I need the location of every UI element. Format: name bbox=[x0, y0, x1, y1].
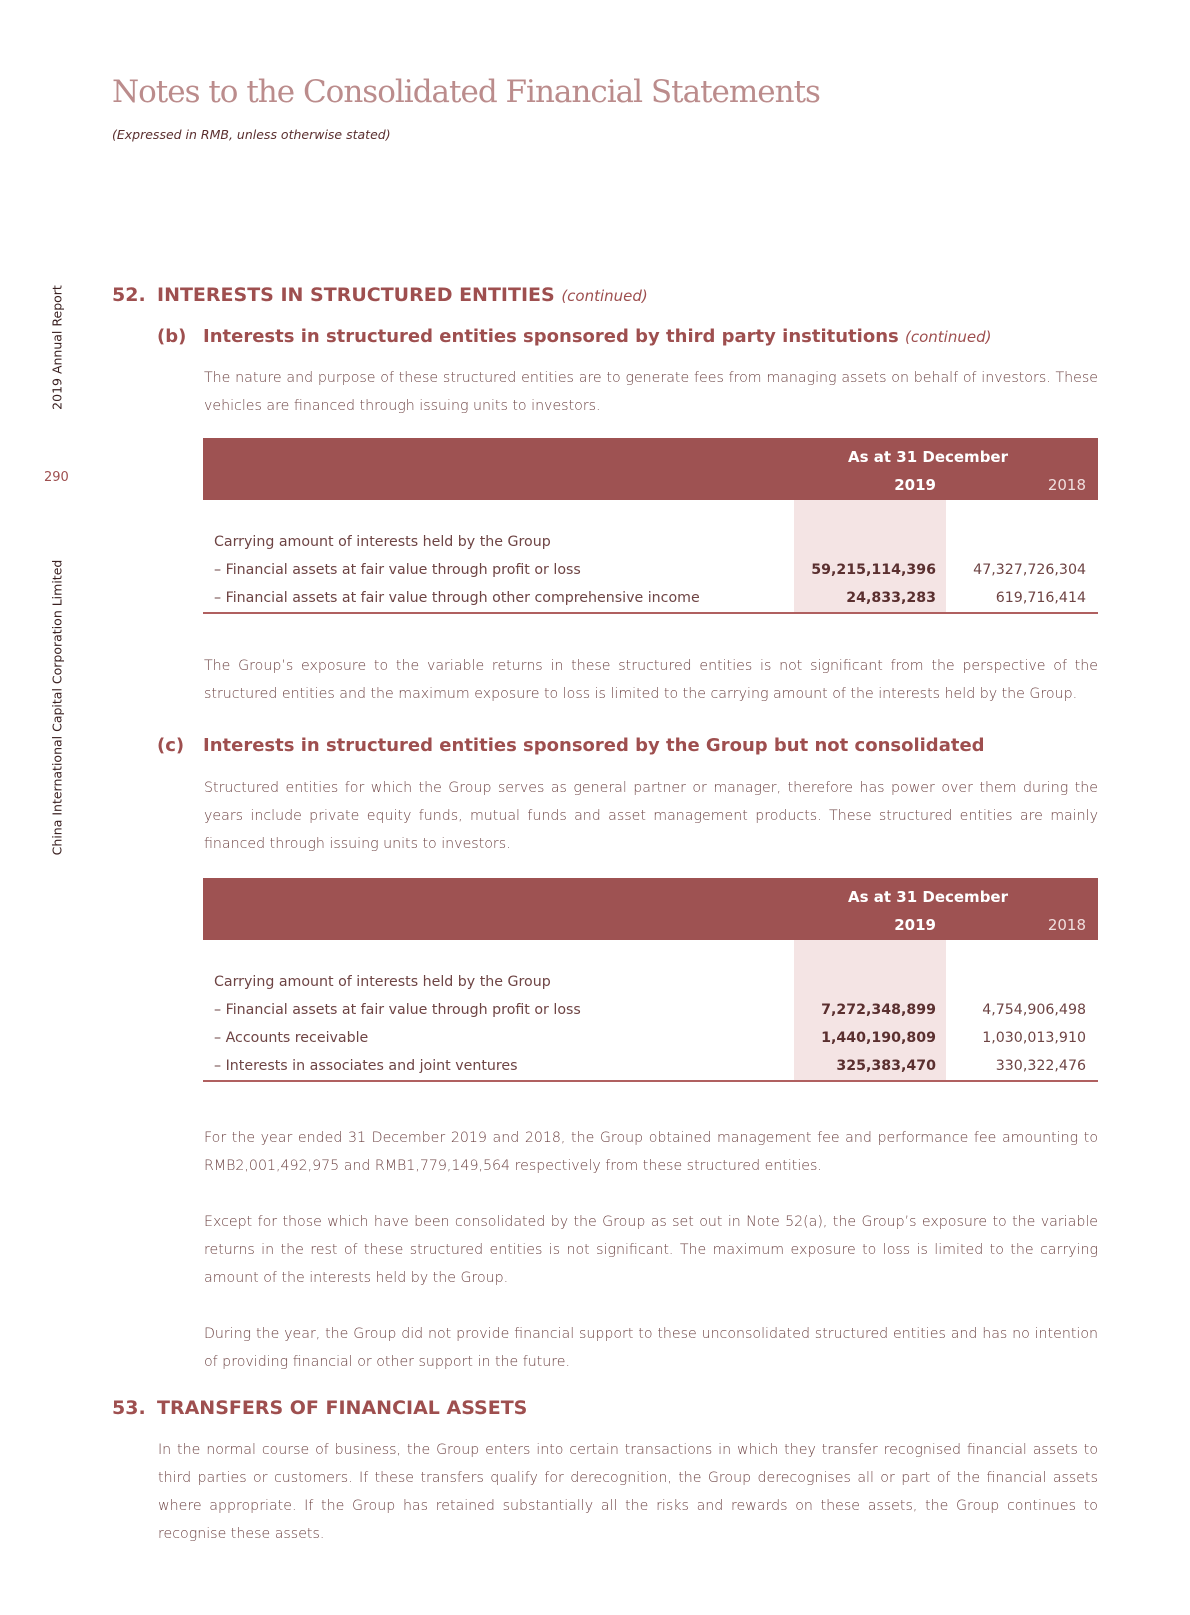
subsection-number: (b) bbox=[157, 326, 187, 347]
table-row bbox=[203, 556, 1098, 584]
page-subtitle: (Expressed in RMB, unless otherwise stated) bbox=[112, 127, 391, 142]
value-2018: 619,716,414 bbox=[995, 590, 1086, 606]
row-label: Carrying amount of interests held by the Group bbox=[214, 534, 551, 550]
section-52-heading bbox=[112, 284, 648, 306]
value-2019: 59,215,114,396 bbox=[811, 562, 936, 578]
column-header-2018: 2018 bbox=[1047, 476, 1086, 494]
section-title: TRANSFERS OF FINANCIAL ASSETS bbox=[157, 1397, 528, 1419]
row-label: Carrying amount of interests held by the Group bbox=[214, 974, 551, 990]
column-group-header: As at 31 December bbox=[848, 888, 1008, 906]
table-row bbox=[203, 1024, 1098, 1052]
paragraph: Except for those which have been consolidated by the Group as set out in Note 52(a), the Group’s exposure to the variable returns in the rest of these structured entities is not significant. The maximum exposure to loss is limited to the carrying amount of the interests held by the Group. bbox=[204, 1214, 1098, 1286]
value-2019: 1,440,190,809 bbox=[821, 1030, 936, 1046]
page-number: 290 bbox=[44, 470, 69, 485]
paragraph: Structured entities for which the Group serves as general partner or manager, therefore has power over them during the years include private equity funds, mutual funds and asset management products. These structured entities are mainly financed through issuing units to investors. bbox=[204, 780, 1098, 852]
column-header-2019: 2019 bbox=[894, 476, 936, 494]
subsection-title: Interests in structured entities sponsored by third party institutions bbox=[203, 326, 899, 347]
table-c bbox=[203, 878, 1098, 1082]
row-label: – Interests in associates and joint ventures bbox=[214, 1058, 518, 1074]
continued-label: (continued) bbox=[561, 287, 648, 305]
page-title: Notes to the Consolidated Financial Statements bbox=[112, 74, 820, 110]
section-number: 52. bbox=[112, 284, 146, 306]
paragraph: The Group’s exposure to the variable returns in these structured entities is not significant from the perspective of the structured entities and the maximum exposure to loss is limited to the carrying amount of the interests held by the Group. bbox=[204, 658, 1098, 702]
continued-label: (continued) bbox=[905, 328, 992, 346]
value-2019: 24,833,283 bbox=[846, 590, 936, 606]
section-title: INTERESTS IN STRUCTURED ENTITIES bbox=[157, 284, 555, 306]
section-53-heading bbox=[112, 1397, 527, 1419]
paragraph: During the year, the Group did not provide financial support to these unconsolidated structured entities and has no intention of providing financial or other support in the future. bbox=[204, 1326, 1098, 1370]
paragraph: The nature and purpose of these structured entities are to generate fees from managing assets on behalf of investors. These vehicles are financed through issuing units to investors. bbox=[204, 370, 1098, 414]
value-2018: 4,754,906,498 bbox=[982, 1002, 1086, 1018]
section-number: 53. bbox=[112, 1397, 146, 1419]
table-b bbox=[203, 438, 1098, 614]
table-row bbox=[203, 584, 1098, 612]
column-header-2018: 2018 bbox=[1047, 916, 1086, 934]
value-2018: 330,322,476 bbox=[995, 1058, 1086, 1074]
table-row bbox=[203, 996, 1098, 1024]
row-label: – Financial assets at fair value through other comprehensive income bbox=[214, 590, 700, 606]
column-group-header: As at 31 December bbox=[848, 448, 1008, 466]
side-report-label: 2019 Annual Report bbox=[49, 285, 65, 410]
subsection-c-heading bbox=[157, 735, 985, 756]
row-label: – Accounts receivable bbox=[214, 1030, 369, 1046]
subsection-number: (c) bbox=[157, 735, 185, 756]
table-row bbox=[203, 1052, 1098, 1080]
subsection-b-heading bbox=[157, 326, 991, 347]
table-caption-row bbox=[203, 968, 1098, 996]
side-company-label: China International Capital Corporation Limited bbox=[49, 559, 65, 856]
paragraph: For the year ended 31 December 2019 and 2018, the Group obtained management fee and performance fee amounting to RMB2,001,492,975 and RMB1,779,149,564 respectively from these structured entities. bbox=[204, 1130, 1098, 1174]
table-header bbox=[203, 438, 1098, 500]
value-2018: 1,030,013,910 bbox=[982, 1030, 1086, 1046]
value-2018: 47,327,726,304 bbox=[973, 562, 1086, 578]
table-caption-row bbox=[203, 528, 1098, 556]
value-2019: 7,272,348,899 bbox=[821, 1002, 936, 1018]
subsection-title: Interests in structured entities sponsored by the Group but not consolidated bbox=[203, 735, 985, 756]
table-header bbox=[203, 878, 1098, 940]
row-label: – Financial assets at fair value through profit or loss bbox=[214, 1002, 581, 1018]
value-2019: 325,383,470 bbox=[836, 1058, 936, 1074]
paragraph: In the normal course of business, the Group enters into certain transactions in which they transfer recognised financial assets to third parties or customers. If these transfers qualify for derecognition, the Group derecognises all or part of the financial assets where appropriate. If the Group has retained substantially all the risks and rewards on these assets, the Group continues to recognise these assets. bbox=[158, 1442, 1098, 1542]
row-label: – Financial assets at fair value through profit or loss bbox=[214, 562, 581, 578]
column-header-2019: 2019 bbox=[894, 916, 936, 934]
